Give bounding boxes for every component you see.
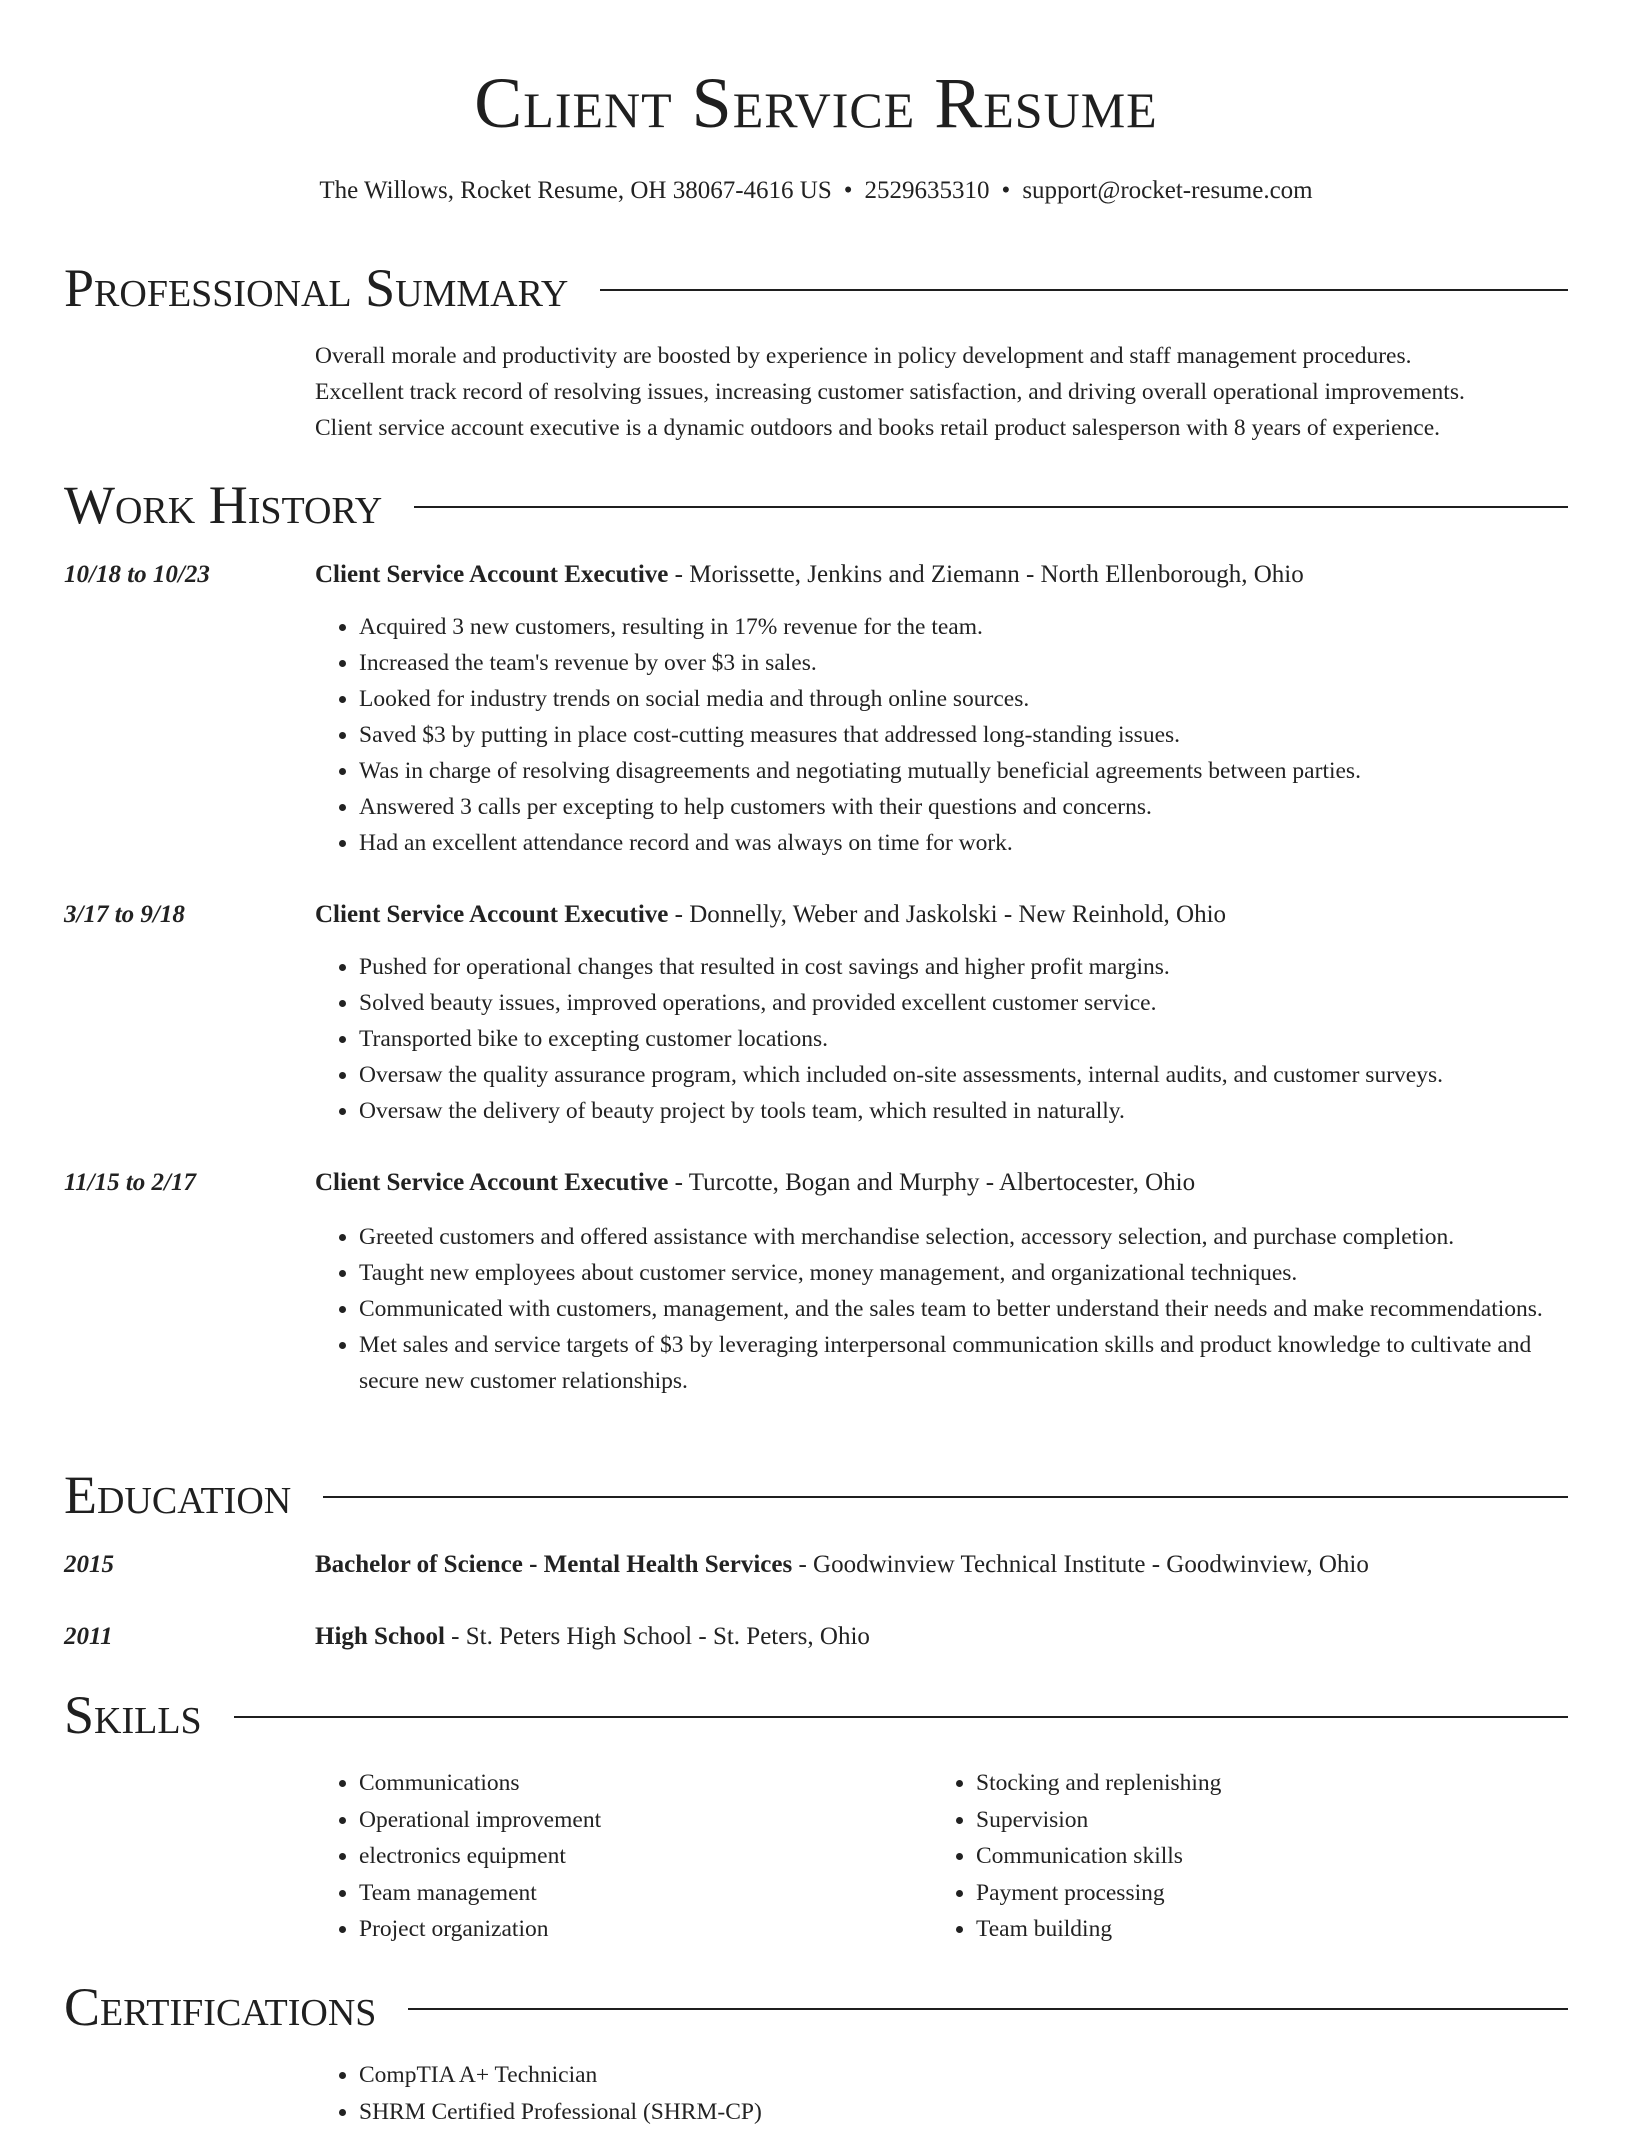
contact-email: support@rocket-resume.com (1022, 177, 1312, 204)
job-bullet: • Pushed for operational changes that resulted in cost savings and higher profit margins. (359, 949, 1568, 985)
education-degree: High School (315, 1623, 445, 1650)
skill-item: • Team management (359, 1875, 919, 1912)
skill-item: • Project organization (359, 1911, 919, 1948)
contact-phone: 2529635310 (865, 177, 990, 204)
skill-item: • Payment processing (976, 1875, 1576, 1912)
job-bullet: • Was in charge of resolving disagreements and negotiating mutually beneficial agreements between parties. (359, 753, 1568, 789)
section-header-work (64, 470, 1568, 540)
summary-line: Overall morale and productivity are boosted by experience in policy development and staff management procedures. (315, 338, 1580, 374)
job-bullet: • Oversaw the quality assurance program, which included on-site assessments, internal audits, and customer surveys. (359, 1057, 1568, 1093)
job-title: Client Service Account Executive (315, 901, 668, 928)
certifications-list (315, 2057, 1559, 2130)
job-bullet: • Transported bike to excepting customer locations. (359, 1021, 1568, 1057)
education-details: - Goodwinview Technical Institute - Goodwinview, Ohio (792, 1551, 1369, 1578)
job-bullet: • Saved $3 by putting in place cost-cutting measures that addressed long-standing issues. (359, 717, 1568, 753)
job-title: Client Service Account Executive (315, 1169, 668, 1196)
skills-list-left (315, 1765, 919, 1948)
job-heading (315, 1165, 1568, 1201)
job-date: 11/15 to 2/17 (64, 1165, 196, 1201)
job-bullet: • Communicated with customers, management, and the sales team to better understand their needs and make recommendations. (359, 1291, 1568, 1327)
job-bullet: • Taught new employees about customer service, money management, and organizational techniques. (359, 1255, 1568, 1291)
skill-item: • Communication skills (976, 1838, 1576, 1875)
section-divider (600, 289, 1568, 291)
contact-separator: • (990, 177, 1023, 204)
skill-item: • Communications (359, 1765, 919, 1802)
section-divider (414, 506, 1568, 508)
contact-address: The Willows, Rocket Resume, OH 38067-4616 US (319, 177, 831, 204)
job-bullet: • Answered 3 calls per excepting to help customers with their questions and concerns. (359, 789, 1568, 825)
job-details: - Morissette, Jenkins and Ziemann - North Ellenborough, Ohio (668, 561, 1303, 588)
education-year: 2011 (64, 1619, 113, 1655)
education-heading (315, 1547, 1568, 1583)
job-heading (315, 897, 1568, 933)
job-details: - Turcotte, Bogan and Murphy - Albertocester, Ohio (668, 1169, 1195, 1196)
job-bullets (315, 949, 1568, 1129)
job-bullet: • Looked for industry trends on social media and through online sources. (359, 681, 1568, 717)
page-title: Client Service Resume (0, 58, 1632, 148)
education-degree: Bachelor of Science - Mental Health Services (315, 1551, 792, 1578)
skill-item: • Supervision (976, 1802, 1576, 1839)
skills-list-right (932, 1765, 1576, 1948)
summary-text (315, 338, 1580, 446)
contact-line (0, 173, 1632, 209)
contact-separator: • (832, 177, 865, 204)
job-date: 10/18 to 10/23 (64, 557, 210, 593)
section-divider (234, 1716, 1568, 1718)
education-details: - St. Peters High School - St. Peters, Ohio (445, 1623, 870, 1650)
job-bullet: • Greeted customers and offered assistance with merchandise selection, accessory selection, and purchase completion. (359, 1219, 1568, 1255)
section-title-education: Education (64, 1460, 291, 1530)
job-title: Client Service Account Executive (315, 561, 668, 588)
job-bullet: • Increased the team's revenue by over $3 in sales. (359, 645, 1568, 681)
section-title-summary: Professional Summary (64, 253, 568, 323)
job-bullet: • Acquired 3 new customers, resulting in 17% revenue for the team. (359, 609, 1568, 645)
section-title-certifications: Certifications (64, 1972, 376, 2042)
section-title-work: Work History (64, 470, 382, 540)
certification-item: • CompTIA A+ Technician (359, 2057, 1559, 2094)
section-header-certifications (64, 1972, 1568, 2042)
section-divider (408, 2008, 1568, 2010)
job-bullets (315, 609, 1568, 861)
education-heading (315, 1619, 1568, 1655)
section-divider (323, 1496, 1568, 1498)
job-details: - Donnelly, Weber and Jaskolski - New Reinhold, Ohio (668, 901, 1226, 928)
job-heading (315, 557, 1568, 593)
section-title-skills: Skills (64, 1680, 202, 1750)
section-header-summary (64, 253, 1568, 323)
skill-item: • Operational improvement (359, 1802, 919, 1839)
summary-line: Excellent track record of resolving issues, increasing customer satisfaction, and driving overall operational improvements. (315, 374, 1580, 410)
job-date: 3/17 to 9/18 (64, 897, 185, 933)
summary-line: Client service account executive is a dynamic outdoors and books retail product salesperson with 8 years of experience. (315, 410, 1580, 446)
certification-item: • SHRM Certified Professional (SHRM-CP) (359, 2094, 1559, 2130)
skill-item: • Stocking and replenishing (976, 1765, 1576, 1802)
education-year: 2015 (64, 1547, 114, 1583)
job-bullet: • Had an excellent attendance record and was always on time for work. (359, 825, 1568, 861)
job-bullet: • Met sales and service targets of $3 by leveraging interpersonal communication skills and product knowledge to cultivate and secure new customer relationships. (359, 1327, 1568, 1399)
skill-item: • Team building (976, 1911, 1576, 1948)
section-header-education (64, 1460, 1568, 1530)
section-header-skills (64, 1680, 1568, 1750)
job-bullets (315, 1219, 1568, 1399)
job-bullet: • Solved beauty issues, improved operations, and provided excellent customer service. (359, 985, 1568, 1021)
skill-item: • electronics equipment (359, 1838, 919, 1875)
job-bullet: • Oversaw the delivery of beauty project by tools team, which resulted in naturally. (359, 1093, 1568, 1129)
